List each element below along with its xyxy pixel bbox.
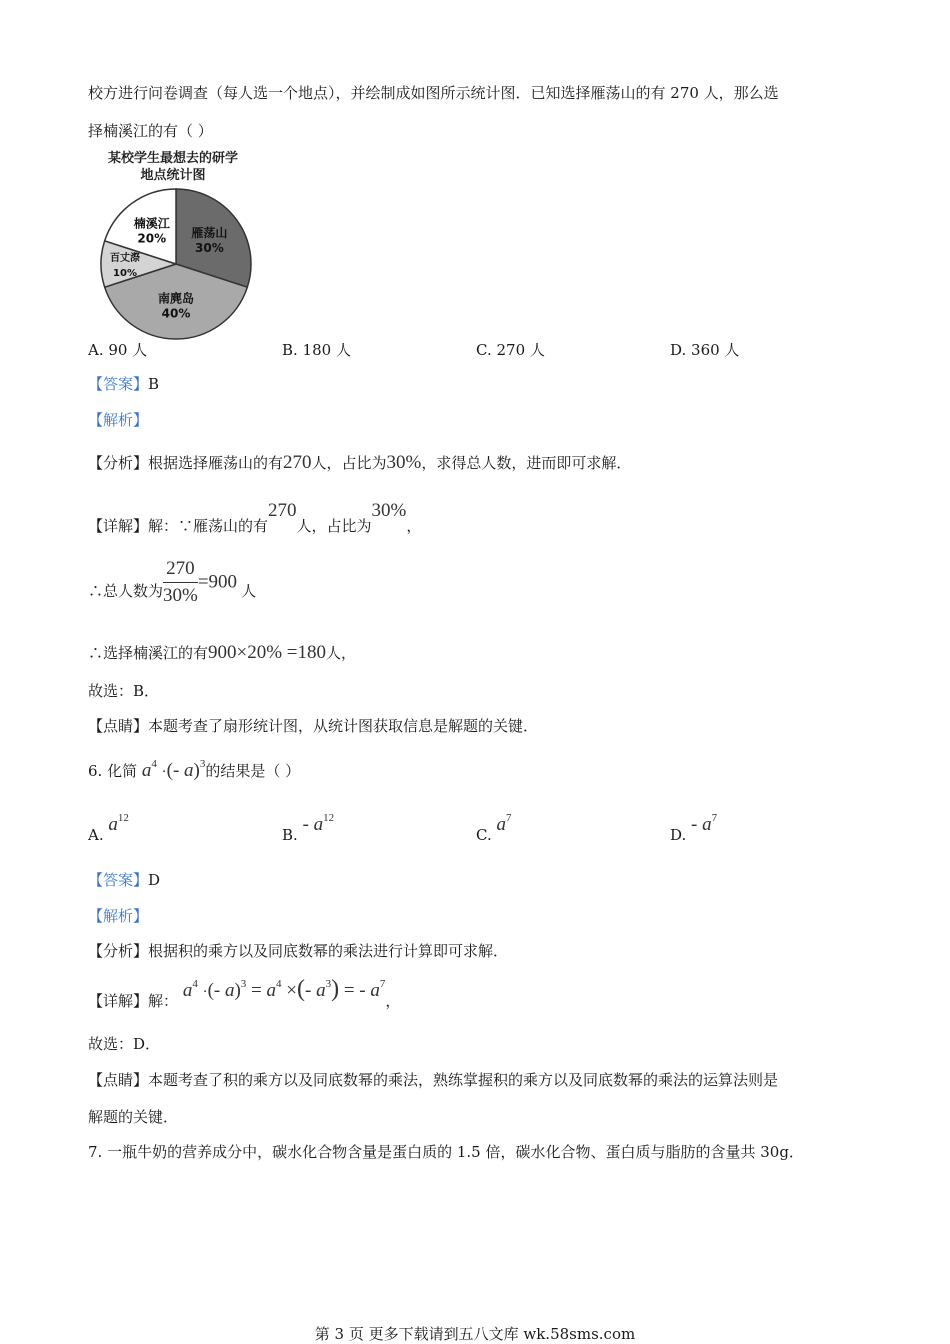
answer-value: B bbox=[148, 375, 160, 393]
detail-number-270: 270 bbox=[268, 500, 297, 521]
option-expression: - $a^{12}$ bbox=[302, 812, 335, 835]
comment-text: 本题考查了扇形统计图，从统计图获取信息是解题的关键． bbox=[148, 717, 539, 735]
q6-stem-b: 的结果是（ ） bbox=[205, 762, 301, 780]
detail-percent: 30% bbox=[371, 500, 407, 521]
option-letter: B. bbox=[282, 826, 298, 844]
fenxi-text-c: ，求得总人数，进而即可求解． bbox=[421, 454, 632, 472]
question-intro-line1: 校方进行问卷调查（每人选一个地点），并绘制成如图所示统计图．已知选择雁荡山的有 270 人，那么选 bbox=[88, 84, 779, 102]
fraction-numerator: 270 bbox=[163, 558, 198, 583]
comment-tag: 【点睛】 bbox=[88, 1071, 149, 1089]
option-letter: D. bbox=[670, 826, 687, 844]
pie-slice-percent-0: 30% bbox=[195, 240, 224, 255]
answer-tag: 【答案】 bbox=[88, 871, 149, 889]
total-fraction bbox=[163, 558, 198, 607]
option-expression: $a^7$ bbox=[496, 812, 512, 835]
q6-fenxi bbox=[88, 940, 508, 961]
q6-option-d bbox=[670, 812, 718, 844]
q5-fenxi bbox=[88, 452, 631, 474]
q5-select: 故选：B． bbox=[88, 682, 160, 700]
q5-option-b: B. 180 人 bbox=[282, 341, 351, 359]
detail-text-c: ， bbox=[406, 517, 422, 535]
q6-comment-line2: 解题的关键． bbox=[88, 1108, 179, 1126]
fenxi-tag: 【分析】 bbox=[88, 454, 149, 472]
detail-tag: 【详解】 bbox=[88, 517, 149, 535]
option-expression: - $a^7$ bbox=[691, 812, 718, 835]
q6-stem bbox=[88, 758, 300, 782]
q5-analysis-tag bbox=[88, 409, 148, 430]
detail-tag: 【详解】 bbox=[88, 992, 149, 1010]
pie-slice-percent-3: 20% bbox=[137, 231, 167, 246]
analysis-tag: 【解析】 bbox=[88, 411, 149, 429]
q6-analysis-tag bbox=[88, 905, 148, 926]
chart-title-line2: 地点统计图 bbox=[140, 168, 206, 183]
total-text-b: 人 bbox=[241, 582, 257, 600]
total-equals: =900 bbox=[197, 571, 238, 593]
pie-slice-name-2: 百丈漈 bbox=[110, 253, 140, 264]
detail-text-a: 解： bbox=[148, 992, 179, 1010]
chart-title-line1: 某校学生最想去的研学 bbox=[107, 151, 238, 166]
q7-stem: 7. 一瓶牛奶的营养成分中，碳水化合物含量是蛋白质的 1.5 倍，碳水化合物、蛋白质与脂肪的含量共 30g． bbox=[88, 1143, 804, 1161]
q6-comment-line1 bbox=[88, 1069, 778, 1090]
choose-expression: 900×20% =180 bbox=[208, 642, 327, 663]
detail-derivation: $a^4$ ·(- $a)^3 = a^4$ ×(- $a^3$) = - $a^7$ bbox=[182, 976, 386, 1002]
q6-expression: $a^4$ ·(- a)$^3$ bbox=[141, 758, 206, 781]
fenxi-percent: 30% bbox=[386, 452, 422, 473]
detail-text-a: 解：∵雁荡山的有 bbox=[148, 517, 269, 535]
pie-slice-percent-2: 10% bbox=[113, 268, 137, 279]
q6-option-a bbox=[88, 812, 129, 844]
choose-text-b: 人， bbox=[326, 644, 357, 662]
total-text-a: ∴总人数为 bbox=[88, 582, 164, 600]
option-letter: A. bbox=[88, 826, 104, 844]
comment-text: 本题考查了积的乘方以及同底数幂的乘法，熟练掌握积的乘方以及同底数幂的乘法的运算法则是 bbox=[148, 1071, 779, 1089]
option-expression: $a^{12}$ bbox=[108, 812, 129, 835]
q5-option-a: A. 90 人 bbox=[88, 341, 148, 359]
pie-slice-name-1: 南麂岛 bbox=[157, 291, 195, 306]
page-footer: 第 3 页 更多下载请到五八文库 wk.58sms.com bbox=[314, 1325, 636, 1343]
pie-slice-name-3: 楠溪江 bbox=[133, 216, 170, 231]
q5-answer bbox=[88, 373, 159, 394]
q6-option-c bbox=[476, 812, 512, 844]
option-letter: C. bbox=[476, 826, 492, 844]
fenxi-text-b: 人，占比为 bbox=[311, 454, 387, 472]
q6-select: 故选：D． bbox=[88, 1035, 161, 1053]
answer-tag: 【答案】 bbox=[88, 375, 149, 393]
fraction-denominator: 30% bbox=[163, 585, 198, 606]
q5-choose bbox=[88, 642, 356, 664]
chart-title bbox=[88, 150, 258, 184]
q6-option-b bbox=[282, 812, 335, 844]
q5-option-d: D. 360 人 bbox=[670, 341, 740, 359]
answer-value: D bbox=[148, 871, 161, 889]
q6-detail: 【详解】解： $a^4$ ·(- $a)^3 = a^4$ ×(- $a^3$) = - $a^7$， bbox=[88, 976, 401, 1010]
fenxi-number-270: 270 bbox=[283, 452, 312, 473]
fenxi-tag: 【分析】 bbox=[88, 942, 149, 960]
q5-option-c: C. 270 人 bbox=[476, 341, 545, 359]
question-intro-line2: 择楠溪江的有（ ） bbox=[88, 122, 213, 140]
q6-stem-a: 6. 化简 bbox=[88, 762, 138, 780]
q5-comment bbox=[88, 715, 538, 736]
q5-detail bbox=[88, 500, 421, 540]
pie-slice-percent-1: 40% bbox=[161, 306, 191, 321]
comment-tag: 【点睛】 bbox=[88, 717, 149, 735]
q5-total bbox=[88, 558, 256, 607]
detail-text-b: 人，占比为 bbox=[296, 517, 372, 535]
pie-chart bbox=[96, 184, 256, 344]
analysis-tag: 【解析】 bbox=[88, 907, 149, 925]
fenxi-text-a: 根据选择雁荡山的有 bbox=[148, 454, 284, 472]
q6-answer bbox=[88, 869, 160, 890]
pie-slice-name-0: 雁荡山 bbox=[191, 225, 228, 240]
choose-text-a: ∴选择楠溪江的有 bbox=[88, 644, 209, 662]
fenxi-text: 根据积的乘方以及同底数幂的乘法进行计算即可求解． bbox=[148, 942, 509, 960]
